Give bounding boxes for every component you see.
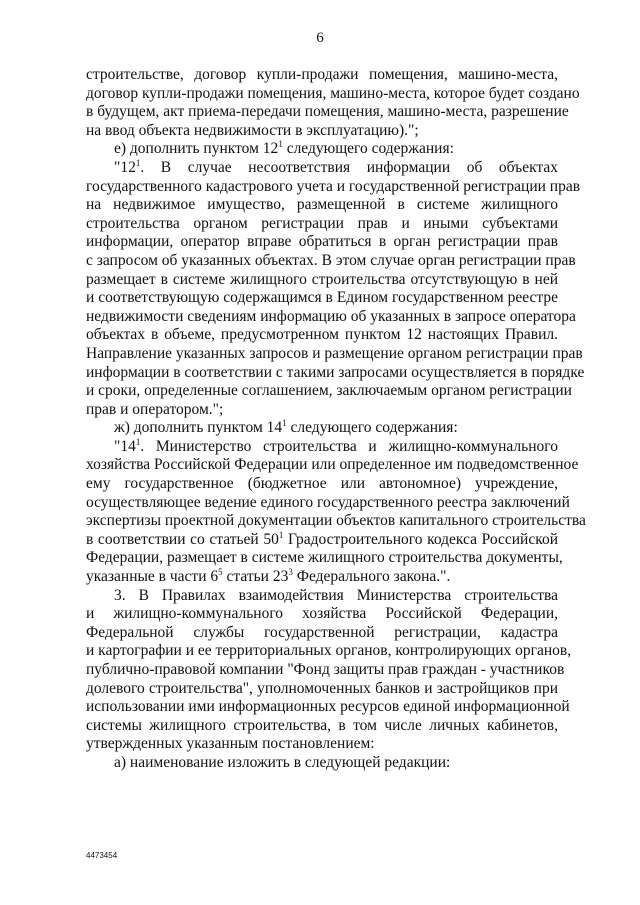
text-segment: с запросом об указанных объектах. В этом случае орган регистрации прав <box>86 251 576 269</box>
text-segment: 3. В Правилах взаимодействия Министерства строительства <box>114 586 558 604</box>
text-segment: использовании ими информационных ресурсов единой информационной <box>86 698 570 716</box>
text-line <box>86 661 565 680</box>
text-segment: договор купли-продажи помещения, машино-места, которое будет создано <box>86 84 580 102</box>
superscript: 1 <box>278 529 284 540</box>
text-line <box>86 177 581 197</box>
text-line <box>86 140 558 159</box>
text-segment: долевого строительства", уполномоченных банков и застройщиков при <box>86 679 558 697</box>
text-segment: статьи 23 <box>222 568 289 586</box>
text-segment: строительстве, договор купли-продажи помещения, машино-места, <box>86 66 558 83</box>
text-line <box>86 326 558 345</box>
text-segment: прав и оператором."; <box>86 400 224 418</box>
text-segment: утвержденных указанным постановлением: <box>86 735 375 753</box>
text-segment: объектах в объеме, предусмотренном пунктом 12 настоящих Правил. <box>86 326 558 344</box>
text-segment: следующего содержания: <box>286 419 458 437</box>
text-line <box>86 717 558 736</box>
text-line <box>86 568 558 587</box>
document-body <box>86 66 586 773</box>
text-line <box>86 233 558 252</box>
text-line <box>86 735 558 754</box>
text-segment: экспертизы проектной документации объектов капитального строительства <box>86 512 586 530</box>
superscript: 3 <box>288 567 293 578</box>
text-line <box>86 587 558 606</box>
text-line <box>86 642 572 661</box>
text-segment: е) дополнить пунктом 12 <box>114 140 279 158</box>
text-line <box>86 512 586 531</box>
text-segment: информации, оператор вправе обратиться в орган регистрации прав <box>86 233 558 251</box>
text-segment: строительства органом регистрации прав и иными субъектами <box>86 214 558 232</box>
text-segment: а) наименование изложить в следующей редакции: <box>114 753 451 771</box>
text-line <box>86 698 570 717</box>
text-segment: информации в соответствии с такими запросами осуществляется в порядке <box>86 363 585 381</box>
text-segment: системы жилищного строительства, в том числе личных кабинетов, <box>86 716 558 734</box>
text-segment: "14 <box>114 437 136 455</box>
text-segment: в будущем, акт приема-передачи помещения, машино-места, разрешение <box>86 103 569 121</box>
text-segment: Федерации, размещает в системе жилищного строительства документы, <box>86 549 563 567</box>
text-line <box>86 344 583 364</box>
superscript: 1 <box>282 418 287 429</box>
text-segment: публично-правовой компании "Фонд защиты прав граждан - участников <box>86 661 565 678</box>
superscript: 5 <box>218 567 223 578</box>
text-line <box>86 289 558 308</box>
superscript: 1 <box>135 436 141 447</box>
text-segment: на недвижимое имущество, размещенной в системе жилищного <box>86 196 558 214</box>
text-segment: Федеральной службы государственной регистрации, кадастра <box>86 623 558 641</box>
text-line <box>86 549 563 568</box>
text-line <box>86 66 558 85</box>
text-line <box>86 493 570 513</box>
text-line <box>86 401 558 420</box>
text-segment: и жилищно-коммунального хозяйства Российской Федерации, <box>86 605 558 623</box>
superscript: 1 <box>135 157 141 168</box>
text-segment: размещает в системе жилищного строительства отсутствующую в ней <box>86 270 558 288</box>
text-line <box>86 475 558 494</box>
text-segment: государственного кадастрового учета и государственной регистрации прав <box>86 177 581 195</box>
text-segment: Градостроительного кодекса Российской <box>283 530 558 548</box>
page-number: 6 <box>316 30 324 46</box>
text-line <box>86 215 558 234</box>
text-line <box>86 531 558 550</box>
text-line <box>86 251 576 271</box>
text-segment: ж) дополнить пунктом 14 <box>114 419 283 437</box>
text-line <box>86 84 580 104</box>
text-segment: ему государственное (бюджетное или автономное) учреждение, <box>86 475 558 493</box>
text-line <box>86 624 558 643</box>
document-code: 4473454 <box>86 851 118 860</box>
text-segment: и картографии и ее территориальных органов, контролирующих органов, <box>86 642 572 660</box>
text-line <box>86 419 558 438</box>
text-segment: хозяйства Российской Федерации или определенное им подведомственное <box>86 456 579 474</box>
text-segment: . Министерство строительства и жилищно-коммунального <box>140 437 558 455</box>
superscript: 1 <box>278 139 283 150</box>
text-line <box>86 307 576 327</box>
text-line <box>86 122 558 141</box>
text-line <box>86 754 558 773</box>
text-line <box>86 271 558 290</box>
text-segment: . В случае несоответствия информации об объектах <box>140 158 558 176</box>
text-line <box>86 605 558 624</box>
text-segment: недвижимости сведениям информацию об указанных в запросе оператора <box>86 307 576 325</box>
text-line <box>86 159 558 178</box>
text-segment: указанные в части 6 <box>86 568 219 586</box>
text-segment: и соответствующую содержащимся в Едином государственном реестре <box>86 289 558 307</box>
text-line <box>86 456 579 475</box>
text-segment: Федерального закона.". <box>292 568 451 586</box>
text-segment: Направление указанных запросов и размещение органом регистрации прав <box>86 344 583 362</box>
text-segment: в соответствии со статьей 50 <box>86 530 279 548</box>
text-segment: "12 <box>114 158 136 176</box>
text-line <box>86 438 558 457</box>
text-line <box>86 103 569 122</box>
text-segment: следующего содержания: <box>282 140 454 158</box>
text-segment: и сроки, определенные соглашением, заключаемым органом регистрации <box>86 382 572 400</box>
text-line <box>86 680 558 699</box>
text-segment: осуществляющее ведение единого государственного реестра заключений <box>86 493 570 511</box>
text-line <box>86 382 572 401</box>
text-segment: на ввод объекта недвижимости в эксплуатацию)."; <box>86 121 419 139</box>
text-line <box>86 363 585 383</box>
text-line <box>86 196 558 215</box>
